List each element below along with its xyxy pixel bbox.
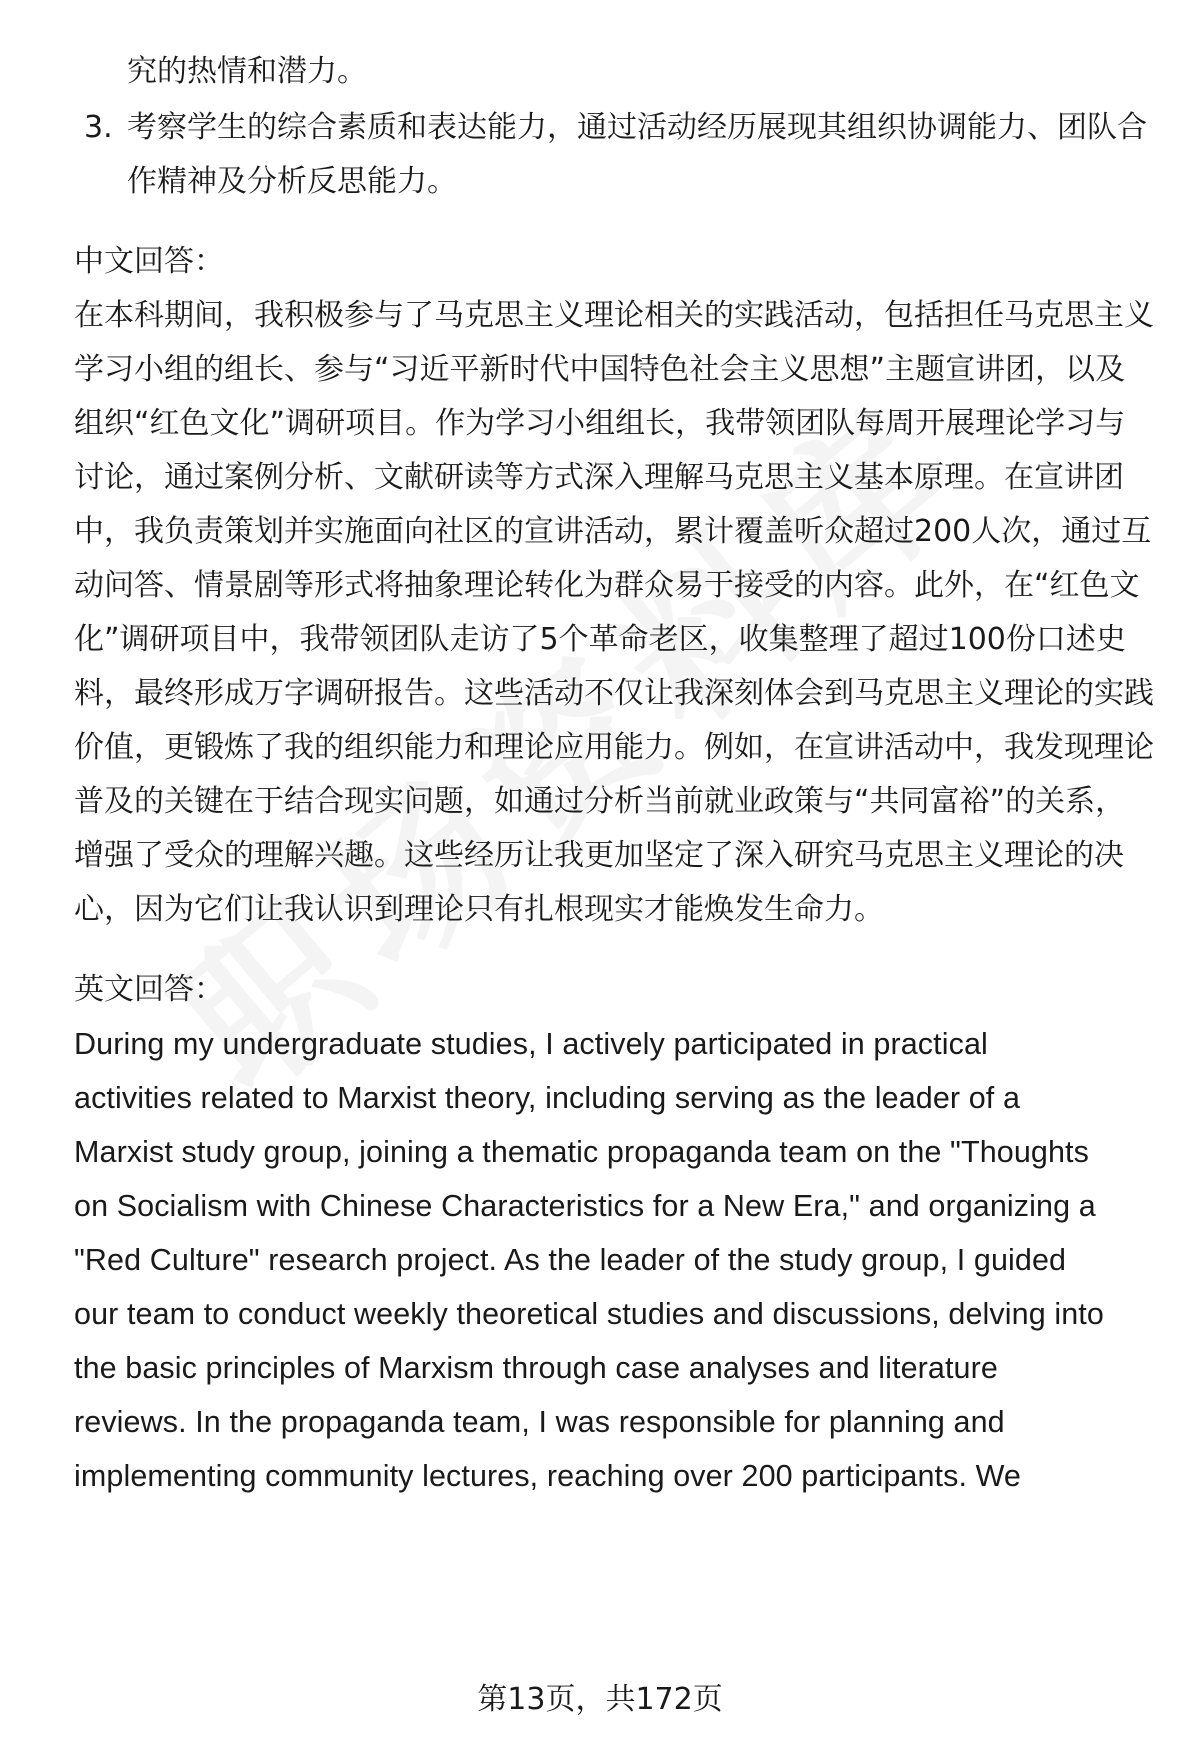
chinese-answer-line: 学习小组的组长、参与“习近平新时代中国特色社会主义思想”主题宣讲团，以及 bbox=[74, 352, 1126, 387]
chinese-answer-line: 讨论，通过案例分析、文献研读等方式深入理解马克思主义基本原理。在宣讲团 bbox=[74, 460, 1124, 495]
chinese-answer-line: 中，我负责策划并实施面向社区的宣讲活动，累计覆盖听众超过200人次，通过互 bbox=[74, 514, 1152, 549]
chinese-answer-line: 在本科期间，我积极参与了马克思主义理论相关的实践活动，包括担任马克思主义 bbox=[74, 298, 1154, 333]
english-answer-line: reviews. In the propaganda team, I was responsible for planning and bbox=[74, 1405, 1005, 1439]
english-answer-line: implementing community lectures, reaching over 200 participants. We bbox=[74, 1459, 1021, 1493]
english-answer-line: our team to conduct weekly theoretical studies and discussions, delving into bbox=[74, 1297, 1104, 1331]
chinese-answer-line: 价值，更锻炼了我的组织能力和理论应用能力。例如，在宣讲活动中，我发现理论 bbox=[74, 730, 1154, 765]
english-answer-line: the basic principles of Marxism through case analyses and literature bbox=[74, 1351, 998, 1385]
chinese-answer-line: 组织“红色文化”调研项目。作为学习小组组长，我带领团队每周开展理论学习与 bbox=[74, 406, 1126, 441]
english-answer-line: Marxist study group, joining a thematic propaganda team on the "Thoughts bbox=[74, 1135, 1089, 1169]
chinese-answer-line: 化”调研项目中，我带领团队走访了5个革命老区，收集整理了超过100份口述史 bbox=[74, 622, 1126, 657]
chinese-answer-line: 料，最终形成万字调研报告。这些活动不仅让我深刻体会到马克思主义理论的实践 bbox=[74, 676, 1154, 711]
english-answer-line: "Red Culture" research project. As the leader of the study group, I guided bbox=[74, 1243, 1067, 1277]
english-answer-line: During my undergraduate studies, I actively participated in practical bbox=[74, 1027, 988, 1061]
chinese-answer-line: 增强了受众的理解兴趣。这些经历让我更加坚定了深入研究马克思主义理论的决 bbox=[74, 838, 1124, 873]
chinese-answer-line: 普及的关键在于结合现实问题，如通过分析当前就业政策与“共同富裕”的关系， bbox=[74, 784, 1126, 819]
page-number-footer: 第13页，共172页 bbox=[477, 1682, 723, 1717]
english-answer-line: activities related to Marxist theory, including serving as the leader of a bbox=[74, 1081, 1021, 1115]
list-item-continuation: 究的热情和潜力。 bbox=[127, 54, 367, 89]
chinese-answer-line: 心，因为它们让我认识到理论只有扎根现实才能焕发生命力。 bbox=[74, 892, 884, 927]
list-item-number: 3. bbox=[84, 110, 113, 145]
list-item-line: 作精神及分析反思能力。 bbox=[127, 164, 457, 199]
english-answer-line: on Socialism with Chinese Characteristics for a New Era," and organizing a bbox=[74, 1189, 1096, 1223]
list-item-line: 考察学生的综合素质和表达能力，通过活动经历展现其组织协调能力、团队合 bbox=[127, 110, 1147, 145]
english-answer-heading: 英文回答： bbox=[74, 972, 224, 1007]
chinese-answer-line: 动问答、情景剧等形式将抽象理论转化为群众易于接受的内容。此外，在“红色文 bbox=[74, 568, 1140, 603]
chinese-answer-heading: 中文回答： bbox=[74, 244, 224, 279]
